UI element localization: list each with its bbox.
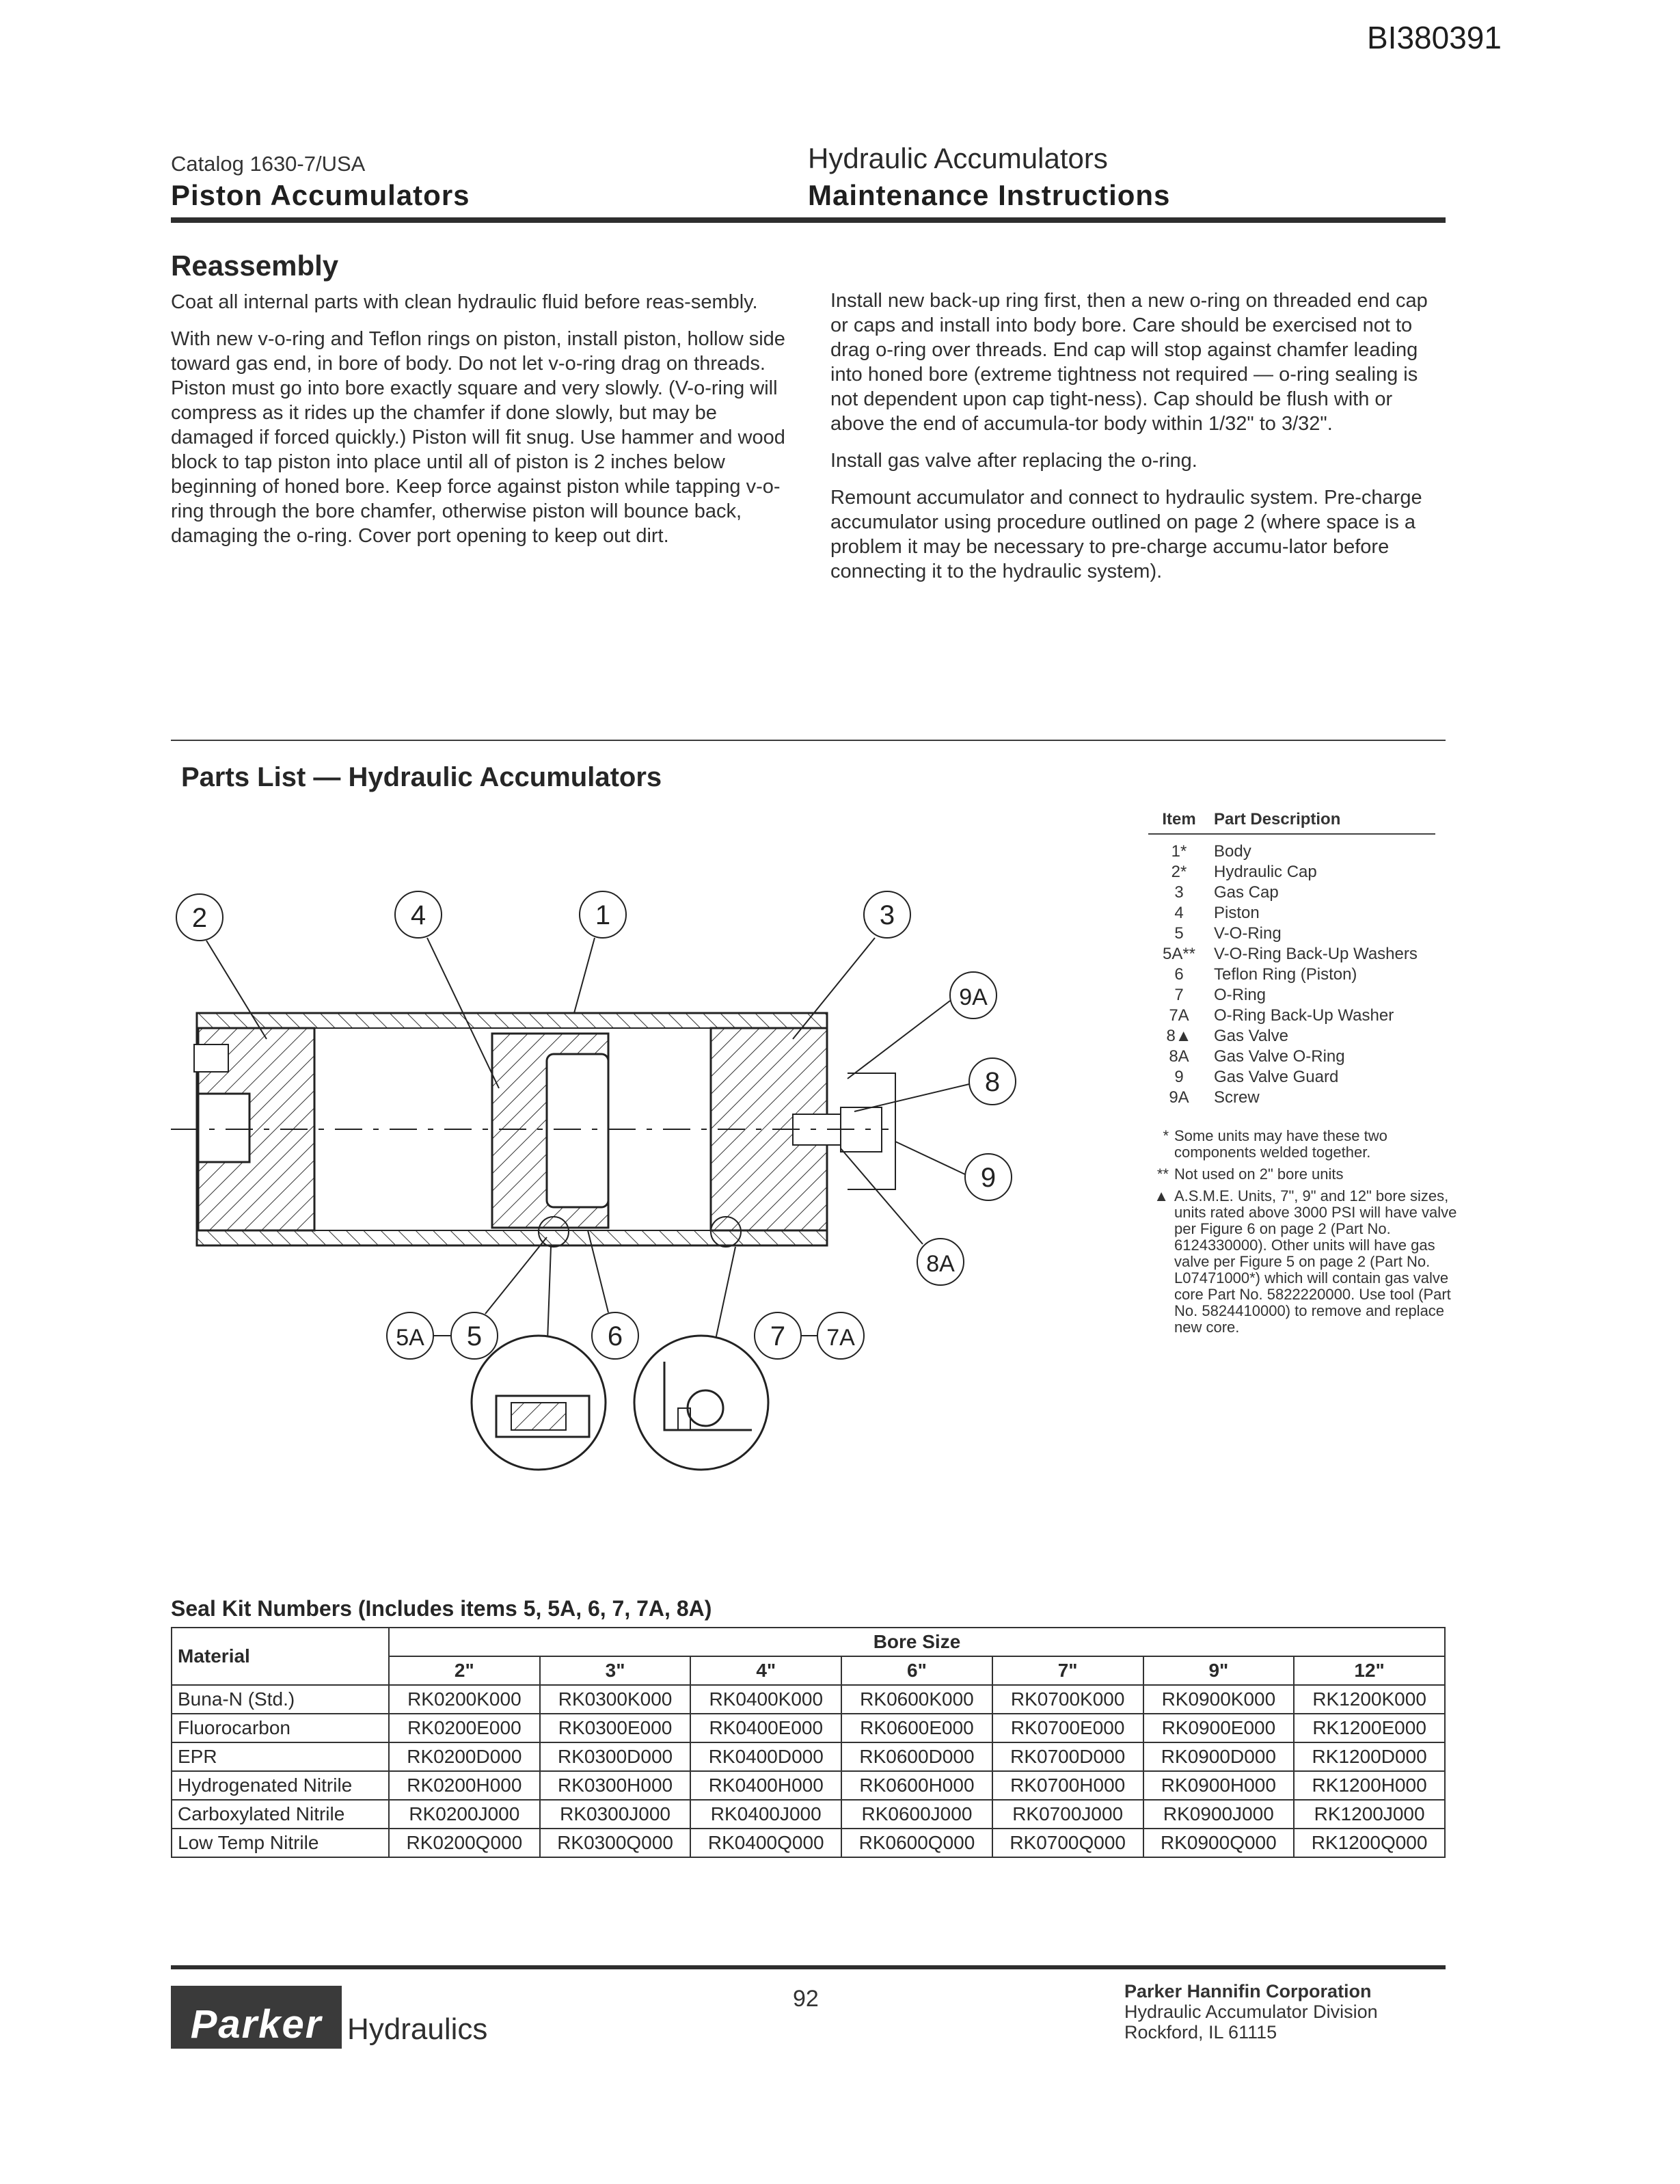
svg-text:8: 8 <box>984 1067 1001 1097</box>
callout-9 <box>965 1154 1012 1200</box>
item-number: 4 <box>1174 904 1184 922</box>
table-row <box>172 1742 1445 1771</box>
callout-4 <box>395 891 442 938</box>
svg-text:8A: 8A <box>926 1251 955 1277</box>
footnote-text: A.S.M.E. Units, 7", 9" and 12" bore sizes, units rated above 3000 PSI will have valve per Figure 6 on page 2 (Part No. 6124330000). Other units will have gas valve per Figure 5 on page 2 (Part No. L07471000*) which will contain gas valve core Part No. 5822220000. Use tool (Part No. 5824410000) to remove and replace new core. <box>1174 1187 1457 1336</box>
bore-size-header: Bore Size <box>389 1628 1445 1656</box>
kit-number-cell: RK0400E000 <box>690 1714 841 1742</box>
parts-item-table <box>1148 810 1435 1108</box>
footnote <box>1148 1188 1463 1336</box>
svg-text:9: 9 <box>980 1163 997 1193</box>
item-description: Body <box>1214 842 1251 861</box>
item-description: V-O-Ring <box>1214 924 1282 943</box>
bore-size-label: 4" <box>690 1656 841 1685</box>
kit-number-cell: RK0600K000 <box>841 1685 992 1714</box>
material-cell: Carboxylated Nitrile <box>172 1800 389 1829</box>
kit-number-cell: RK0700J000 <box>992 1800 1143 1829</box>
right-header-subtitle: Hydraulic Accumulators <box>808 142 1108 174</box>
parts-item-header <box>1148 810 1435 835</box>
reassembly-right-paragraph: Install gas valve after replacing the o-ring. <box>830 450 1197 472</box>
parts-list-title: Parts List — Hydraulic Accumulators <box>181 762 662 792</box>
kit-number-cell: RK0300Q000 <box>540 1829 691 1857</box>
item-number: 7 <box>1174 986 1184 1004</box>
parker-logo-text: Parker <box>190 2002 323 2047</box>
item-description: O-Ring Back-Up Washer <box>1214 1006 1394 1025</box>
kit-number-cell: RK0300K000 <box>540 1685 691 1714</box>
callout-8 <box>969 1058 1016 1105</box>
callout-5A <box>387 1312 433 1359</box>
kit-number-cell: RK0200J000 <box>389 1800 540 1829</box>
item-number: 2* <box>1171 863 1187 881</box>
kit-number-cell: RK0600E000 <box>841 1714 992 1742</box>
page-number: 92 <box>793 1986 819 2012</box>
kit-number-cell: RK0200K000 <box>389 1685 540 1714</box>
seal-kit-table <box>171 1627 1446 1858</box>
header-rule <box>171 217 1446 223</box>
svg-text:7: 7 <box>770 1321 786 1351</box>
seal-kit-title: Seal Kit Numbers (Includes items 5, 5A, 6, 7, 7A, 8A) <box>171 1596 712 1621</box>
svg-text:7A: 7A <box>826 1325 855 1351</box>
item-description: Hydraulic Cap <box>1214 863 1317 881</box>
kit-number-cell: RK1200J000 <box>1294 1800 1445 1829</box>
callout-6 <box>592 1312 638 1359</box>
list-item <box>1148 1088 1435 1108</box>
reassembly-right-paragraph: Install new back-up ring first, then a new o-ring on threaded end cap or caps and install into body bore. Care should be exercised not to drag o-ring over threads. End cap will stop against chamfer leading into honed bore (extreme tightness not required — o-ring sealing is not dependent upon cap tight-ness). Cap should be flush with or above the end of accumula-tor body within 1/32" to 3/32". <box>830 290 1428 435</box>
catalog-number: Catalog 1630-7/USA <box>171 152 366 176</box>
reassembly-right-column <box>830 288 1446 596</box>
footnote-text: Some units may have these two components welded together. <box>1174 1127 1387 1161</box>
kit-number-cell: RK0400Q000 <box>690 1829 841 1857</box>
table-row <box>172 1771 1445 1800</box>
item-number: 8A <box>1169 1047 1189 1066</box>
list-item <box>1148 944 1435 965</box>
svg-text:4: 4 <box>410 900 426 930</box>
material-header: Material <box>172 1628 389 1685</box>
item-description: Gas Valve <box>1214 1027 1288 1045</box>
item-number: 7A <box>1169 1006 1189 1025</box>
table-row <box>172 1685 1445 1714</box>
kit-number-cell: RK0300D000 <box>540 1742 691 1771</box>
parker-logo-mark <box>171 1986 342 2049</box>
bore-size-label: 9" <box>1143 1656 1295 1685</box>
parts-rule <box>171 740 1446 741</box>
list-item <box>1148 965 1435 985</box>
kit-number-cell: RK0700K000 <box>992 1685 1143 1714</box>
item-description: V-O-Ring Back-Up Washers <box>1214 945 1418 963</box>
kit-number-cell: RK0700Q000 <box>992 1829 1143 1857</box>
footnote-mark: ** <box>1156 1165 1169 1183</box>
kit-number-cell: RK0600D000 <box>841 1742 992 1771</box>
kit-number-cell: RK0400J000 <box>690 1800 841 1829</box>
material-cell: Fluorocarbon <box>172 1714 389 1742</box>
callout-9A <box>950 972 997 1019</box>
kit-number-cell: RK1200Q000 <box>1294 1829 1445 1857</box>
parker-logo <box>171 1986 487 2049</box>
svg-text:6: 6 <box>607 1321 623 1351</box>
item-description: Screw <box>1214 1088 1260 1107</box>
reassembly-right-paragraph: Remount accumulator and connect to hydraulic system. Pre-charge accumulator using procedure outlined on page 2 (where space is a problem it may be necessary to pre-charge accumu-lator before connecting it to the hydraulic system). <box>830 487 1422 582</box>
bore-size-label: 7" <box>992 1656 1143 1685</box>
list-item <box>1148 924 1435 944</box>
list-item <box>1148 841 1435 862</box>
bore-size-label: 2" <box>389 1656 540 1685</box>
item-number: 1* <box>1171 842 1187 861</box>
item-description: Teflon Ring (Piston) <box>1214 965 1357 984</box>
bore-size-label: 3" <box>540 1656 691 1685</box>
kit-number-cell: RK0900E000 <box>1143 1714 1295 1742</box>
material-cell: Hydrogenated Nitrile <box>172 1771 389 1800</box>
table-row <box>172 1829 1445 1857</box>
kit-number-cell: RK0600J000 <box>841 1800 992 1829</box>
kit-number-cell: RK0200Q000 <box>389 1829 540 1857</box>
svg-text:1: 1 <box>595 900 611 930</box>
kit-number-cell: RK0900J000 <box>1143 1800 1295 1829</box>
footnote <box>1148 1128 1463 1161</box>
kit-number-cell: RK0600H000 <box>841 1771 992 1800</box>
list-item <box>1148 882 1435 903</box>
parts-notes <box>1148 1128 1463 1341</box>
list-item <box>1148 1067 1435 1088</box>
footnote-text: Not used on 2" bore units <box>1174 1165 1344 1183</box>
division-name: Hydraulic Accumulator Division <box>1124 2001 1378 2022</box>
item-number: 5 <box>1174 924 1184 943</box>
reassembly-left-column <box>171 290 786 561</box>
kit-number-cell: RK0400K000 <box>690 1685 841 1714</box>
list-item <box>1148 1006 1435 1026</box>
kit-number-cell: RK1200D000 <box>1294 1742 1445 1771</box>
kit-number-cell: RK0400D000 <box>690 1742 841 1771</box>
callout-8A <box>917 1239 964 1285</box>
kit-number-cell: RK1200K000 <box>1294 1685 1445 1714</box>
item-number: 8▲ <box>1166 1027 1192 1045</box>
kit-number-cell: RK0700H000 <box>992 1771 1143 1800</box>
kit-number-cell: RK1200H000 <box>1294 1771 1445 1800</box>
list-item <box>1148 985 1435 1006</box>
material-cell: Buna-N (Std.) <box>172 1685 389 1714</box>
svg-text:3: 3 <box>879 900 895 930</box>
table-row <box>172 1800 1445 1829</box>
item-number: 9A <box>1169 1088 1189 1107</box>
svg-text:9A: 9A <box>959 984 988 1010</box>
material-cell: EPR <box>172 1742 389 1771</box>
item-number: 5A** <box>1162 945 1196 963</box>
list-item <box>1148 862 1435 882</box>
kit-number-cell: RK0300E000 <box>540 1714 691 1742</box>
kit-number-cell: RK0200E000 <box>389 1714 540 1742</box>
kit-number-cell: RK0700D000 <box>992 1742 1143 1771</box>
item-number: 3 <box>1174 883 1184 902</box>
item-description: Gas Valve O-Ring <box>1214 1047 1345 1066</box>
footnote <box>1148 1166 1463 1183</box>
kit-number-cell: RK0300H000 <box>540 1771 691 1800</box>
callout-7A <box>817 1312 864 1359</box>
accumulator-cross-section-diagram <box>164 875 1080 1531</box>
kit-number-cell: RK0900K000 <box>1143 1685 1295 1714</box>
material-cell: Low Temp Nitrile <box>172 1829 389 1857</box>
logo-suffix: Hydraulics <box>347 2012 488 2046</box>
table-row <box>172 1714 1445 1742</box>
table-header-row <box>172 1628 1445 1656</box>
item-description: O-Ring <box>1214 986 1266 1004</box>
right-header-title: Maintenance Instructions <box>808 179 1171 211</box>
bore-size-label: 12" <box>1294 1656 1445 1685</box>
item-number: 6 <box>1174 965 1184 984</box>
kit-number-cell: RK1200E000 <box>1294 1714 1445 1742</box>
kit-number-cell: RK0700E000 <box>992 1714 1143 1742</box>
kit-number-cell: RK0900H000 <box>1143 1771 1295 1800</box>
list-item <box>1148 1026 1435 1047</box>
callout-2 <box>176 894 223 941</box>
footer-rule <box>171 1965 1446 1969</box>
kit-number-cell: RK0400H000 <box>690 1771 841 1800</box>
kit-number-cell: RK0200H000 <box>389 1771 540 1800</box>
callout-5 <box>451 1312 498 1359</box>
kit-number-cell: RK0600Q000 <box>841 1829 992 1857</box>
reassembly-left-paragraph: Coat all internal parts with clean hydraulic fluid before reas-sembly. <box>171 291 758 313</box>
item-header-label: Item <box>1162 810 1196 828</box>
kit-number-cell: RK0300J000 <box>540 1800 691 1829</box>
reassembly-left-paragraph: With new v-o-ring and Teflon rings on piston, install piston, hollow side toward gas end, in bore of body. Do not let v-o-ring drag on threads. Piston must go into bore exactly square and very slowly. (V-o-ring will compress as it rides up the chamfer if done slowly, but may be damaged if forced quickly.) Piston will fit snug. Use hammer and wood block to tap piston into place until all of piston is 2 inches below beginning of honed bore. Keep force against piston while tapping v-o-ring through the bore chamfer, otherwise piston will bounce back, damaging the o-ring. Cover port opening to keep out dirt. <box>171 328 785 547</box>
callout-3 <box>864 891 910 938</box>
company-name: Parker Hannifin Corporation <box>1124 1981 1372 2001</box>
footnote-mark: ▲ <box>1154 1187 1169 1204</box>
detail-circle-cap-seal <box>634 1336 768 1470</box>
left-header-title: Piston Accumulators <box>171 179 470 211</box>
bore-size-label: 6" <box>841 1656 992 1685</box>
item-number: 9 <box>1174 1068 1184 1086</box>
document-id: BI380391 <box>1367 20 1502 55</box>
list-item <box>1148 903 1435 924</box>
reassembly-title: Reassembly <box>171 250 339 282</box>
callout-7 <box>755 1312 801 1359</box>
description-header-label: Part Description <box>1214 810 1341 828</box>
kit-number-cell: RK0900Q000 <box>1143 1829 1295 1857</box>
callout-1 <box>580 891 626 938</box>
footnote-mark: * <box>1163 1127 1169 1144</box>
footer-company-block <box>1124 1981 1378 2043</box>
item-description: Piston <box>1214 904 1260 922</box>
item-description: Gas Valve Guard <box>1214 1068 1339 1086</box>
list-item <box>1148 1047 1435 1067</box>
kit-number-cell: RK0200D000 <box>389 1742 540 1771</box>
item-description: Gas Cap <box>1214 883 1279 902</box>
svg-text:5: 5 <box>466 1321 483 1351</box>
company-location: Rockford, IL 61115 <box>1124 2022 1277 2043</box>
kit-number-cell: RK0900D000 <box>1143 1742 1295 1771</box>
svg-text:5A: 5A <box>396 1325 424 1351</box>
svg-text:2: 2 <box>191 903 208 933</box>
